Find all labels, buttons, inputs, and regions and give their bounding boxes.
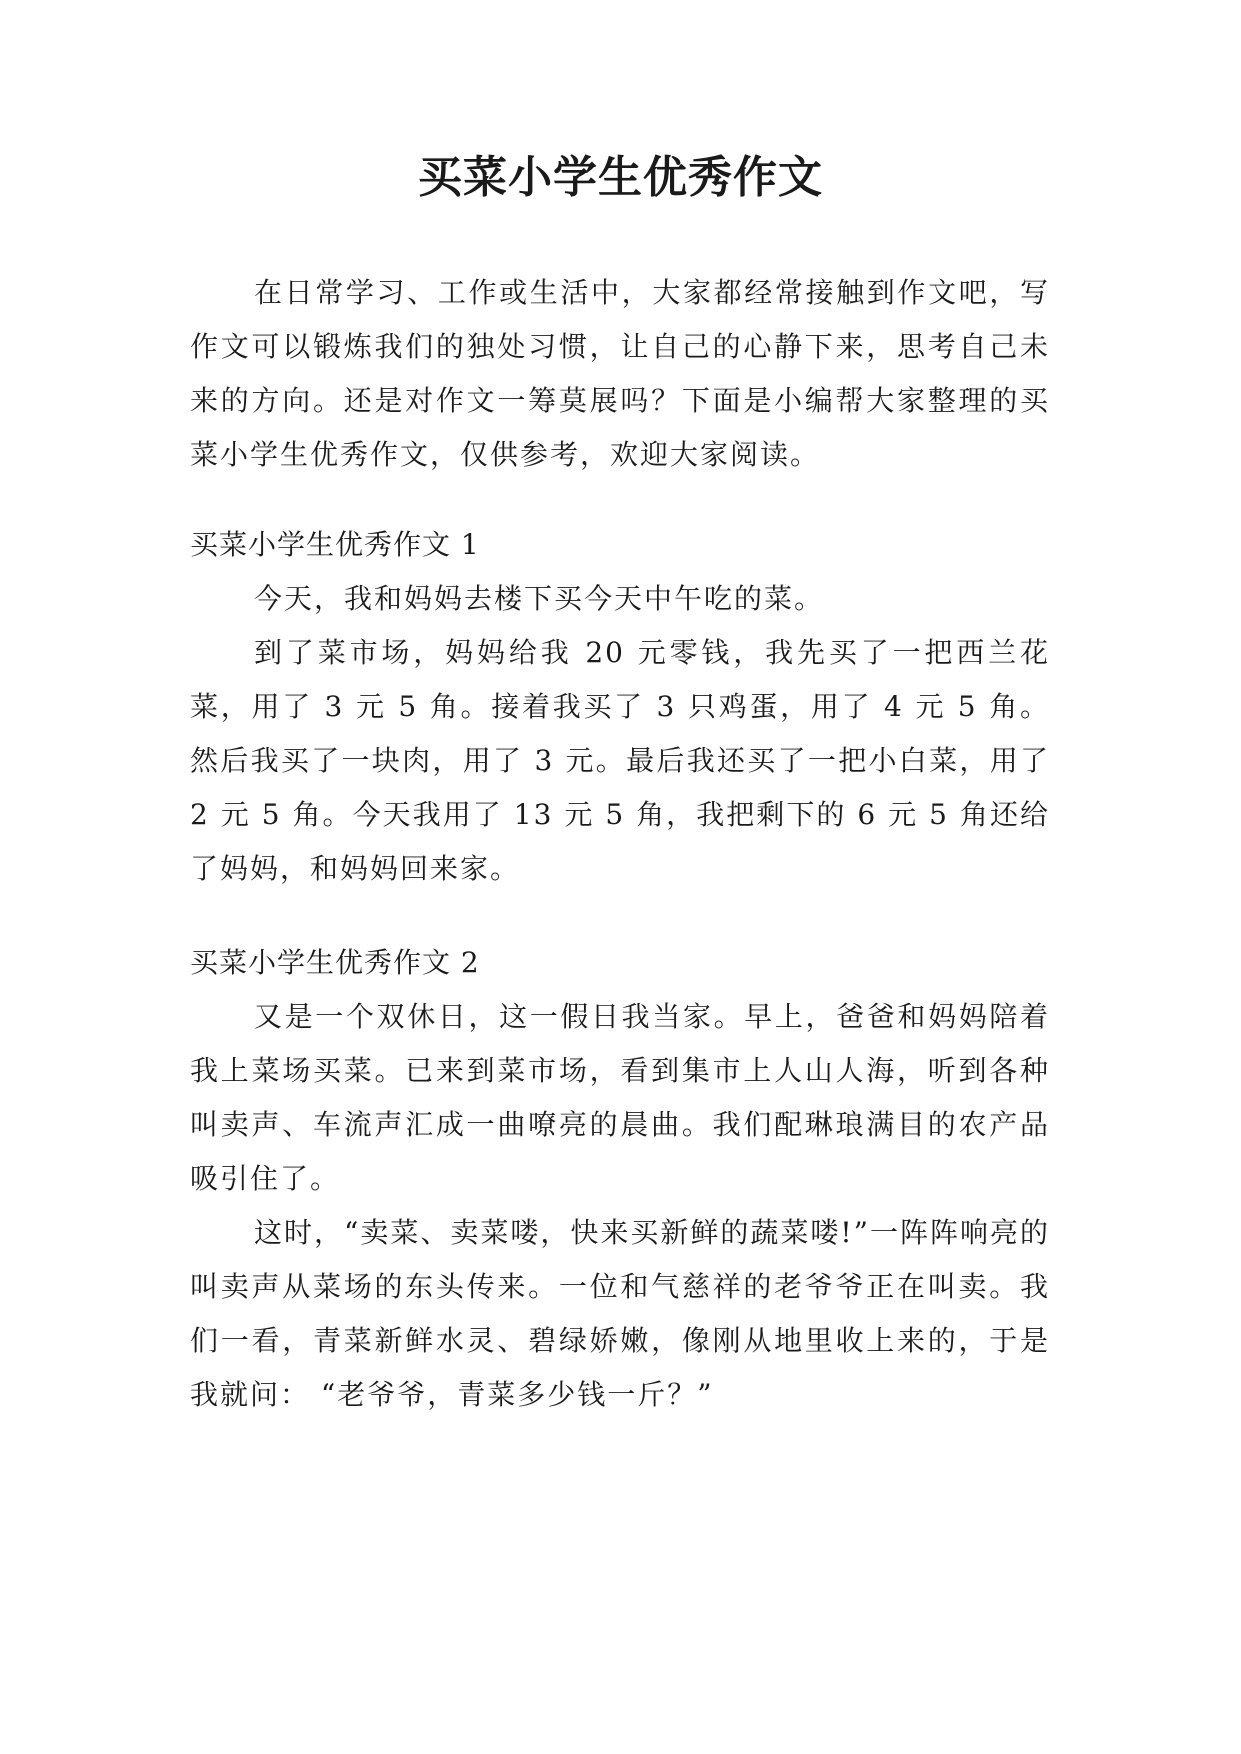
document-title: 买菜小学生优秀作文: [418, 152, 823, 203]
section-2-paragraph-2: 这时，“卖菜、卖菜喽，快来买新鲜的蔬菜喽!”一阵阵响亮的叫卖声从菜场的东头传来。一位和气慈祥的老爷爷正在叫卖。我们一看，青菜新鲜水灵、碧绿娇嫩，像刚从地里收上来的，于是我就问： “老爷爷，青菜多少钱一斤？”: [190, 1216, 1050, 1411]
intro-paragraph: 在日常学习、工作或生活中，大家都经常接触到作文吧，写作文可以锻炼我们的独处习惯，让自己的心静下来，思考自己未来的方向。还是对作文一筹莫展吗？下面是小编帮大家整理的买菜小学生优秀作文，仅供参考，欢迎大家阅读。: [190, 276, 1050, 471]
section-heading-1: 买菜小学生优秀作文 1: [190, 528, 480, 561]
section-2-paragraph-1: 又是一个双休日，这一假日我当家。早上，爸爸和妈妈陪着我上菜场买菜。已来到菜市场，看到集市上人山人海，听到各种叫卖声、车流声汇成一曲嘹亮的晨曲。我们配琳琅满目的农产品吸引住了。: [190, 1000, 1050, 1195]
section-heading-2: 买菜小学生优秀作文 2: [190, 946, 480, 979]
section-1-paragraph-1: 今天，我和妈妈去楼下买今天中午吃的菜。: [254, 582, 825, 615]
section-1-paragraph-2: 到了菜市场，妈妈给我 20 元零钱，我先买了一把西兰花菜，用了 3 元 5 角。接着我买了 3 只鸡蛋，用了 4 元 5 角。然后我买了一块肉，用了 3 元。最后我还买了一把小白菜，用了 2 元 5 角。今天我用了 13 元 5 角，我把剩下的 6 元 5 角还给了妈妈，和妈妈回来家。: [190, 636, 1050, 885]
